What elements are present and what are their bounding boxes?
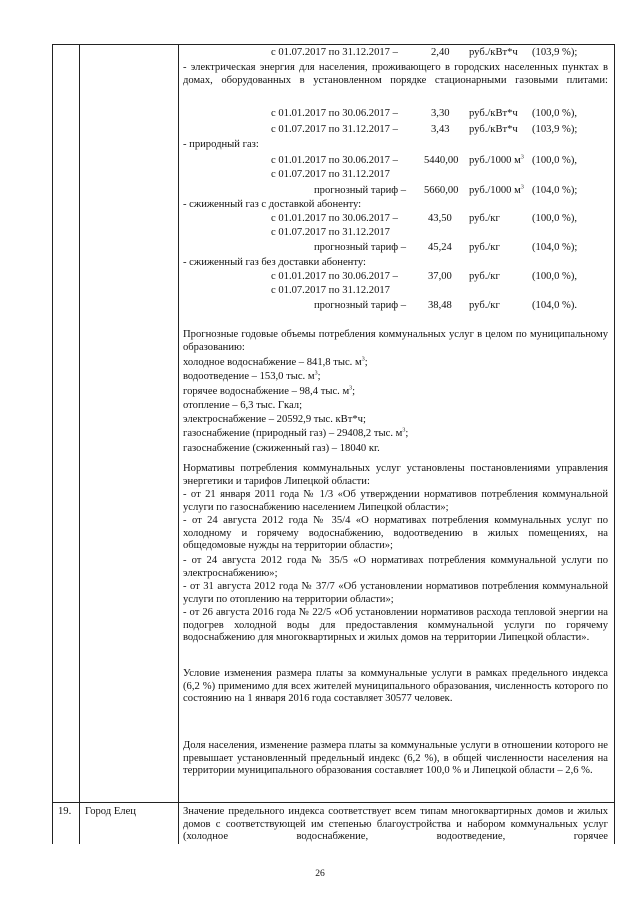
norms-item: - от 21 января 2011 года № 1/3 «Об утверждении нормативов потребления коммунальной услуги по газоснабжению населением Липецкой области»; bbox=[183, 489, 608, 513]
tariff-percent: (104,0 %). bbox=[532, 300, 578, 311]
forecast-label: прогнозный тариф – bbox=[314, 300, 407, 311]
population-share-paragraph: Доля населения, изменение размера платы за коммунальные услуги в отношении которого не превышает установленный предельный индекс (6,2 %), в общей численности населения на территории муниципального образования составляет 100,0 % и Липецкой области – 2,6 %. bbox=[183, 740, 608, 777]
volume-gas-natural: газоснабжение (природный газ) – 29408,2 тыс. $м^3$; bbox=[183, 427, 409, 439]
tariff-value: 37,00 bbox=[428, 271, 452, 282]
electric-stove-header: - электрическая энергия для населения, проживающего в городских населенных пунктах в домах, оборудованных в установленном порядке стационарными газовыми плитами: bbox=[183, 62, 608, 86]
index-condition-paragraph: Условие изменения размера платы за коммунальные услуги в рамках предельного индекса (6,2 %) применимо для всех жителей муниципального образования, численность которого по состоянию на 1 января 2016 года составляет 30577 человек. bbox=[183, 668, 608, 705]
volume-electricity: электроснабжение – 20592,9 тыс. кВт*ч; bbox=[183, 414, 366, 425]
volume-cold-water: холодное водоснабжение – 841,8 тыс. $м^3$; bbox=[183, 356, 368, 368]
tariff-value: 3,30 bbox=[431, 108, 450, 119]
volume-heating: отопление – 6,3 тыс. Гкал; bbox=[183, 400, 303, 411]
natural-gas-header: - природный газ: bbox=[183, 139, 259, 150]
column-divider-city bbox=[178, 44, 179, 844]
tariff-percent: (100,0 %), bbox=[532, 271, 578, 282]
tariff-unit: руб./кг bbox=[469, 242, 500, 253]
page-number: 26 bbox=[315, 868, 325, 879]
forecast-label: прогнозный тариф – bbox=[314, 242, 407, 253]
row-number: 19. bbox=[58, 806, 72, 817]
lpg-delivery-header: - сжиженный газ с доставкой абоненту: bbox=[183, 199, 362, 210]
table-border-right bbox=[614, 44, 615, 844]
tariff-percent: (100,0 %), bbox=[532, 108, 578, 119]
volume-hot-water: горячее водоснабжение – 98,4 тыс. $м^3$; bbox=[183, 385, 356, 397]
tariff-value: 38,48 bbox=[428, 300, 452, 311]
volume-gas-lpg: газоснабжение (сжиженный газ) – 18040 кг. bbox=[183, 443, 380, 454]
tariff-period: с 01.01.2017 по 30.06.2017 – bbox=[271, 213, 398, 224]
tariff-period: с 01.07.2017 по 31.12.2017 bbox=[271, 285, 390, 296]
row-divider bbox=[52, 802, 614, 803]
tariff-percent: (100,0 %), bbox=[532, 155, 578, 166]
lpg-nodelivery-header: - сжиженный газ без доставки абоненту: bbox=[183, 257, 366, 268]
forecast-label: прогнозный тариф – bbox=[314, 185, 407, 196]
tariff-period: с 01.01.2017 по 30.06.2017 – bbox=[271, 271, 398, 282]
volumes-intro: Прогнозные годовые объемы потребления коммунальных услуг в целом по муниципальному образованию: bbox=[183, 329, 608, 353]
tariff-period: с 01.07.2017 по 31.12.2017 – bbox=[271, 124, 398, 135]
tariff-value: 5440,00 bbox=[424, 155, 459, 166]
tariff-period: с 01.07.2017 по 31.12.2017 – bbox=[271, 47, 398, 58]
municipality-name: Город Елец bbox=[85, 806, 136, 817]
tariff-unit: руб./1000 $м^3$ bbox=[469, 154, 524, 166]
tariff-unit: руб./кВт*ч bbox=[469, 108, 518, 119]
tariff-unit: руб./1000 $м^3$ bbox=[469, 184, 524, 196]
volume-sewer: водоотведение – 153,0 тыс. $м^3$; bbox=[183, 370, 321, 382]
tariff-period: с 01.01.2017 по 30.06.2017 – bbox=[271, 155, 398, 166]
tariff-unit: руб./кВт*ч bbox=[469, 47, 518, 58]
tariff-unit: руб./кг bbox=[469, 213, 500, 224]
tariff-percent: (103,9 %); bbox=[532, 124, 578, 135]
tariff-unit: руб./кг bbox=[469, 300, 500, 311]
tariff-percent: (103,9 %); bbox=[532, 47, 578, 58]
tariff-period: с 01.07.2017 по 31.12.2017 bbox=[271, 227, 390, 238]
tariff-value: 2,40 bbox=[431, 47, 450, 58]
tariff-percent: (104,0 %); bbox=[532, 242, 578, 253]
norms-item: - от 24 августа 2012 года № 35/4 «О нормативах потребления коммунальных услуг по холодному и горячему водоснабжению, водоотведению в жилых помещениях, на общедомовые нужды на территории области»; bbox=[183, 515, 608, 552]
tariff-value: 43,50 bbox=[428, 213, 452, 224]
row19-text: Значение предельного индекса соответствует всем типам многоквартирных домов и жилых домов с соответствующей им степенью благоустройства и набором коммунальных услуг (холодное водоснабжение, водоотведение, горячее bbox=[183, 806, 608, 843]
tariff-period: с 01.01.2017 по 30.06.2017 – bbox=[271, 108, 398, 119]
tariff-value: 45,24 bbox=[428, 242, 452, 253]
tariff-value: 5660,00 bbox=[424, 185, 459, 196]
norms-item: - от 26 августа 2016 года № 22/5 «Об установлении нормативов расхода тепловой энергии на подогрев холодной воды для предоставления коммунальной услуги по горячему водоснабжению для многоквартирных и жилых домов на территории Липецкой области». bbox=[183, 607, 608, 644]
norms-intro: Нормативы потребления коммунальных услуг установлены постановлениями управления энергетики и тарифов Липецкой области: bbox=[183, 463, 608, 487]
tariff-period: с 01.07.2017 по 31.12.2017 bbox=[271, 169, 390, 180]
tariff-percent: (100,0 %), bbox=[532, 213, 578, 224]
tariff-unit: руб./кг bbox=[469, 271, 500, 282]
norms-item: - от 24 августа 2012 года № 35/5 «О нормативах потребления коммунальной услуги по электроснабжению»; bbox=[183, 555, 608, 579]
tariff-unit: руб./кВт*ч bbox=[469, 124, 518, 135]
column-divider-number bbox=[79, 44, 80, 844]
table-border-top bbox=[52, 44, 614, 45]
table-border-left bbox=[52, 44, 53, 844]
tariff-percent: (104,0 %); bbox=[532, 185, 578, 196]
tariff-value: 3,43 bbox=[431, 124, 450, 135]
norms-item: - от 31 августа 2012 года № 37/7 «Об установлении нормативов потребления коммунальной услуги по отоплению на территории области»; bbox=[183, 581, 608, 605]
